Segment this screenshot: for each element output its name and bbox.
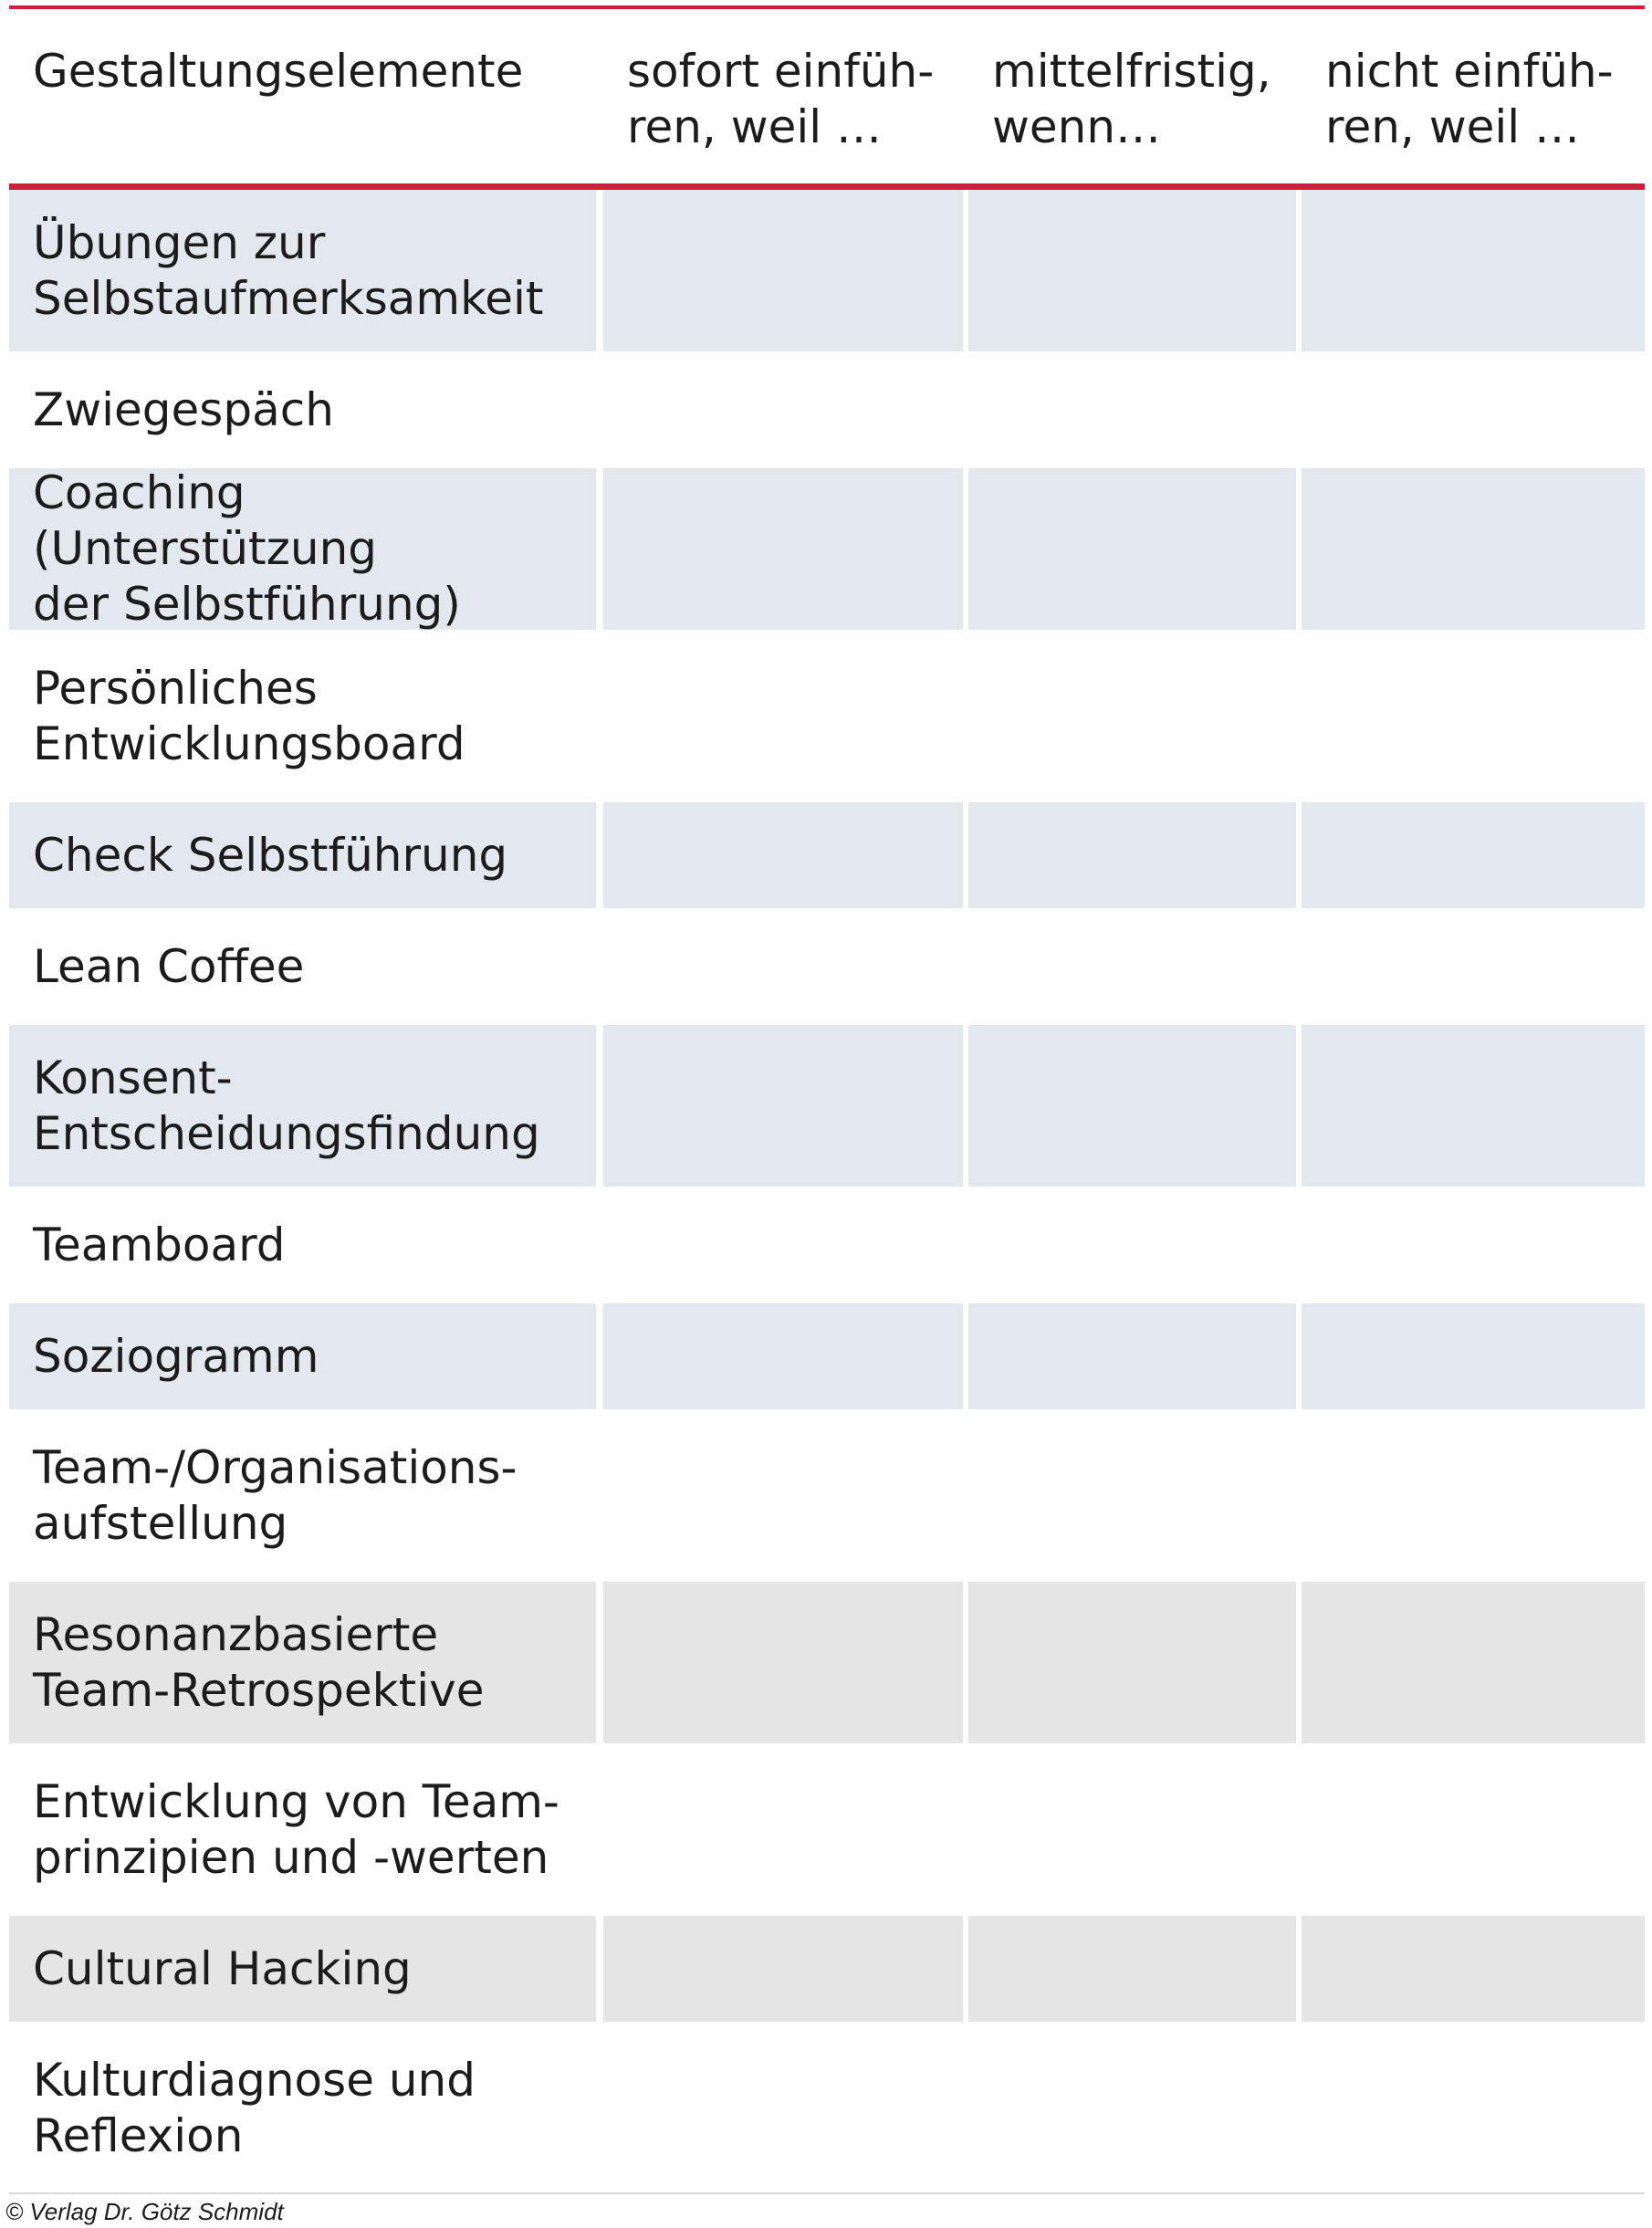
- answer-cell-not-introduce[interactable]: [1302, 1192, 1645, 1298]
- table-row: [9, 914, 1645, 1020]
- answer-cell-medium-term[interactable]: [968, 357, 1296, 463]
- row-label: Kulturdiagnose und Reflexion: [33, 2053, 476, 2162]
- row-label: Konsent- Entscheidungsfindung: [33, 1051, 540, 1160]
- header-cell-not-introduce: [1302, 9, 1645, 183]
- header-cell-medium-term: [968, 9, 1296, 183]
- answer-cell-immediate[interactable]: [603, 1415, 963, 1576]
- row-label: Resonanzbasierte Team-Retrospektive: [33, 1607, 485, 1717]
- answer-cell-medium-term[interactable]: [968, 1415, 1296, 1576]
- answer-cell-immediate[interactable]: [603, 914, 963, 1020]
- header-label: Gestaltungselemente: [33, 45, 524, 98]
- row-label: Check Selbstführung: [33, 828, 508, 882]
- header-cell-elements: [9, 9, 596, 183]
- answer-cell-medium-term[interactable]: [968, 190, 1296, 351]
- header-label: nicht einfüh- ren, weil …: [1325, 45, 1614, 153]
- answer-cell-not-introduce[interactable]: [1302, 190, 1645, 351]
- table-row: [9, 802, 1645, 908]
- header-row: [9, 9, 1645, 183]
- answer-cell-not-introduce[interactable]: [1302, 1749, 1645, 1910]
- answer-cell-not-introduce[interactable]: [1302, 468, 1645, 630]
- answer-cell-not-introduce[interactable]: [1302, 914, 1645, 1020]
- table-row: [9, 1749, 1645, 1910]
- copyright-credit: © Verlag Dr. Götz Schmidt: [5, 2198, 284, 2225]
- answer-cell-immediate[interactable]: [603, 1025, 963, 1187]
- answer-cell-immediate[interactable]: [603, 468, 963, 630]
- table-row: [9, 357, 1645, 463]
- row-label-cell: [9, 635, 596, 797]
- table-row: [9, 1192, 1645, 1298]
- row-label-cell: [9, 1192, 596, 1298]
- answer-cell-medium-term[interactable]: [968, 1192, 1296, 1298]
- answer-cell-immediate[interactable]: [603, 1303, 963, 1409]
- row-label: Soziogramm: [33, 1329, 319, 1383]
- row-label: Lean Coffee: [33, 939, 305, 993]
- row-label: Team-/Organisations- aufstellung: [33, 1440, 518, 1550]
- row-label-cell: [9, 1025, 596, 1187]
- answer-cell-immediate[interactable]: [603, 802, 963, 908]
- answer-cell-not-introduce[interactable]: [1302, 1582, 1645, 1743]
- answer-cell-not-introduce[interactable]: [1302, 1025, 1645, 1187]
- row-label: Cultural Hacking: [33, 1941, 412, 1995]
- row-label: Entwicklung von Team- prinzipien und -werten: [33, 1774, 559, 1884]
- answer-cell-immediate[interactable]: [603, 635, 963, 797]
- row-label: Coaching (Unterstützung der Selbstführung): [33, 466, 461, 631]
- row-label-cell: [9, 914, 596, 1020]
- header-cell-immediate: [603, 9, 963, 183]
- answer-cell-not-introduce[interactable]: [1302, 357, 1645, 463]
- row-label-cell: [9, 1916, 596, 2022]
- answer-cell-not-introduce[interactable]: [1302, 1916, 1645, 2022]
- answer-cell-medium-term[interactable]: [968, 1916, 1296, 2022]
- table-body: [9, 190, 1645, 2189]
- table-row: [9, 2027, 1645, 2189]
- answer-cell-medium-term[interactable]: [968, 468, 1296, 630]
- answer-cell-medium-term[interactable]: [968, 1303, 1296, 1409]
- table-row: [9, 1025, 1645, 1187]
- answer-cell-not-introduce[interactable]: [1302, 2027, 1645, 2189]
- answer-cell-medium-term[interactable]: [968, 802, 1296, 908]
- answer-cell-not-introduce[interactable]: [1302, 1415, 1645, 1576]
- header-label: mittelfristig, wenn…: [992, 45, 1271, 153]
- answer-cell-medium-term[interactable]: [968, 914, 1296, 1020]
- answer-cell-immediate[interactable]: [603, 1749, 963, 1910]
- row-label: Zwiegespäch: [33, 382, 334, 436]
- table-row: [9, 1415, 1645, 1576]
- row-label: Übungen zur Selbstaufmerksamkeit: [33, 215, 544, 325]
- answer-cell-medium-term[interactable]: [968, 2027, 1296, 2189]
- table-row: [9, 190, 1645, 351]
- header-bottom-rule: [9, 183, 1645, 190]
- row-label-cell: [9, 190, 596, 351]
- row-label-cell: [9, 1303, 596, 1409]
- worksheet-table: [9, 5, 1645, 2194]
- row-label-cell: [9, 2027, 596, 2189]
- answer-cell-immediate[interactable]: [603, 190, 963, 351]
- answer-cell-medium-term[interactable]: [968, 1582, 1296, 1743]
- table-row: [9, 1916, 1645, 2022]
- answer-cell-medium-term[interactable]: [968, 635, 1296, 797]
- row-label: Persönliches Entwicklungsboard: [33, 661, 465, 770]
- answer-cell-medium-term[interactable]: [968, 1025, 1296, 1187]
- row-label-cell: [9, 357, 596, 463]
- table-row: [9, 468, 1645, 630]
- answer-cell-immediate[interactable]: [603, 357, 963, 463]
- answer-cell-immediate[interactable]: [603, 1582, 963, 1743]
- header-label: sofort einfüh- ren, weil …: [627, 45, 935, 153]
- row-label: Teamboard: [33, 1218, 286, 1271]
- table-bottom-rule: [9, 2192, 1645, 2194]
- answer-cell-not-introduce[interactable]: [1302, 1303, 1645, 1409]
- answer-cell-immediate[interactable]: [603, 1192, 963, 1298]
- row-label-cell: [9, 1749, 596, 1910]
- row-label-cell: [9, 802, 596, 908]
- answer-cell-medium-term[interactable]: [968, 1749, 1296, 1910]
- row-label-cell: [9, 468, 596, 630]
- answer-cell-immediate[interactable]: [603, 2027, 963, 2189]
- row-label-cell: [9, 1582, 596, 1743]
- table-row: [9, 1582, 1645, 1743]
- answer-cell-immediate[interactable]: [603, 1916, 963, 2022]
- row-label-cell: [9, 1415, 596, 1576]
- table-row: [9, 635, 1645, 797]
- table-row: [9, 1303, 1645, 1409]
- answer-cell-not-introduce[interactable]: [1302, 635, 1645, 797]
- answer-cell-not-introduce[interactable]: [1302, 802, 1645, 908]
